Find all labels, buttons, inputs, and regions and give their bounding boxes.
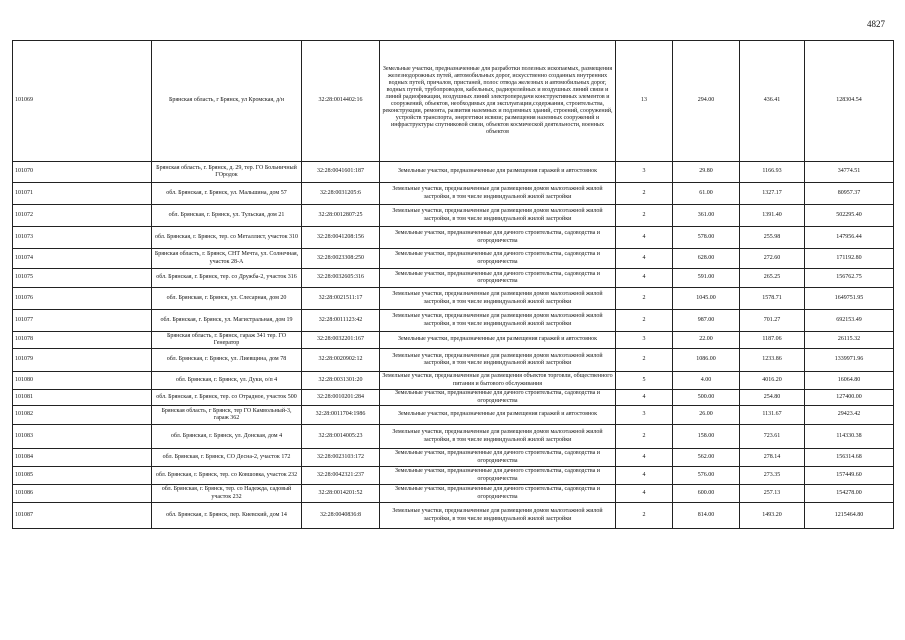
category-cell: 4 [616, 269, 673, 288]
category-cell: 2 [616, 310, 673, 332]
land-use-cell: Земельные участки, предназначенные для размещения объектов торговли, общественного питания и бытового обслуживания [380, 372, 616, 390]
table-row [13, 349, 894, 372]
table-row [13, 485, 894, 503]
land-use-cell: Земельные участки, предназначенные для размещения домов малоэтажной жилой застройки, в том числе индивидуальной жилой застройки [380, 503, 616, 529]
category-cell: 2 [616, 183, 673, 205]
cadastral-value-cell: 147956.44 [805, 227, 894, 249]
table-row [13, 390, 894, 406]
cadastral-value-cell: 1339971.96 [805, 349, 894, 372]
cadastral-number-cell: 32:28:0021511:17 [302, 288, 380, 310]
land-use-cell: Земельные участки, предназначенные для размещения гаражей и автостоянок [380, 406, 616, 425]
land-use-cell: Земельные участки, предназначенные для размещения домов малоэтажной жилой застройки, в том числе индивидуальной жилой застройки [380, 288, 616, 310]
cadastral-value-cell: 692153.49 [805, 310, 894, 332]
table-row [13, 503, 894, 529]
land-use-cell: Земельные участки, предназначенные для дачного строительства, садоводства и огородничества [380, 485, 616, 503]
row-number: 101087 [13, 503, 152, 529]
land-use-cell: Земельные участки, предназначенные для дачного строительства, садоводства и огородничества [380, 390, 616, 406]
cadastral-number-cell: 32:28:0031205:6 [302, 183, 380, 205]
category-cell: 4 [616, 449, 673, 467]
row-number: 101079 [13, 349, 152, 372]
cadastral-value-cell: 171192.80 [805, 249, 894, 269]
area-cell: 500.00 [673, 390, 740, 406]
specific-value-cell: 278.14 [740, 449, 805, 467]
table-row [13, 372, 894, 390]
cadastral-number-cell: 32:28:0014201:52 [302, 485, 380, 503]
category-cell: 3 [616, 406, 673, 425]
cadastral-number-cell: 32:28:0010201:284 [302, 390, 380, 406]
category-cell: 4 [616, 485, 673, 503]
specific-value-cell: 255.98 [740, 227, 805, 249]
address-cell: обл. Брянская, г. Брянск, ул. Лиевщина, дом 78 [152, 349, 302, 372]
row-number: 101070 [13, 162, 152, 183]
table-row [13, 310, 894, 332]
address-cell: обл. Брянская, г. Брянск, тер. со Ковшовка, участок 232 [152, 467, 302, 485]
land-use-cell: Земельные участки, предназначенные для размещения домов малоэтажной жилой застройки, в том числе индивидуальной жилой застройки [380, 310, 616, 332]
specific-value-cell: 1578.71 [740, 288, 805, 310]
cadastral-number-cell: 32:28:0032201:167 [302, 332, 380, 349]
land-use-cell: Земельные участки, предназначенные для дачного строительства, садоводства и огородничества [380, 249, 616, 269]
area-cell: 26.00 [673, 406, 740, 425]
cadastral-value-cell: 1215464.80 [805, 503, 894, 529]
land-use-cell: Земельные участки, предназначенные для дачного строительства, садоводства и огородничества [380, 467, 616, 485]
cadastral-value-cell: 26115.32 [805, 332, 894, 349]
row-number: 101083 [13, 425, 152, 449]
cadastral-number-cell: 32:28:0032605:316 [302, 269, 380, 288]
cadastral-value-cell: 29423.42 [805, 406, 894, 425]
land-use-cell: Земельные участки, предназначенные для дачного строительства, садоводства и огородничества [380, 449, 616, 467]
area-cell: 1086.00 [673, 349, 740, 372]
cadastral-value-cell: 156314.68 [805, 449, 894, 467]
category-cell: 2 [616, 503, 673, 529]
address-cell: обл. Брянская, г. Брянск, ул. Слесарная, дом 20 [152, 288, 302, 310]
row-number: 101080 [13, 372, 152, 390]
row-number: 101084 [13, 449, 152, 467]
specific-value-cell: 1166.93 [740, 162, 805, 183]
category-cell: 3 [616, 332, 673, 349]
table-row [13, 288, 894, 310]
page-number: 4827 [867, 19, 885, 29]
cadastral-number-cell: 32:28:0014005:23 [302, 425, 380, 449]
land-use-cell: Земельные участки, предназначенные для дачного строительства, садоводства и огородничества [380, 227, 616, 249]
category-cell: 4 [616, 249, 673, 269]
category-cell: 4 [616, 390, 673, 406]
address-cell: обл. Брянская, г. Брянск, тер. со Отрадное, участок 500 [152, 390, 302, 406]
specific-value-cell: 1391.40 [740, 205, 805, 227]
address-cell: обл. Брянская, г. Брянск, тер. со Металлист, участок 310 [152, 227, 302, 249]
specific-value-cell: 436.41 [740, 41, 805, 162]
table-row [13, 249, 894, 269]
row-number: 101085 [13, 467, 152, 485]
category-cell: 2 [616, 425, 673, 449]
land-use-cell: Земельные участки, предназначенные для размещения домов малоэтажной жилой застройки, в том числе индивидуальной жилой застройки [380, 183, 616, 205]
cadastral-value-cell: 1649751.95 [805, 288, 894, 310]
row-number: 101072 [13, 205, 152, 227]
table-row [13, 332, 894, 349]
specific-value-cell: 254.80 [740, 390, 805, 406]
cadastral-number-cell: 32:28:0023308:250 [302, 249, 380, 269]
address-cell: обл. Брянская, г. Брянск, СО Десна-2, участок 172 [152, 449, 302, 467]
cadastral-value-cell: 156762.75 [805, 269, 894, 288]
cadastral-value-cell: 128304.54 [805, 41, 894, 162]
specific-value-cell: 1327.17 [740, 183, 805, 205]
row-number: 101077 [13, 310, 152, 332]
category-cell: 13 [616, 41, 673, 162]
cadastral-number-cell: 32:28:0011123:42 [302, 310, 380, 332]
row-number: 101081 [13, 390, 152, 406]
specific-value-cell: 723.61 [740, 425, 805, 449]
specific-value-cell: 4016.20 [740, 372, 805, 390]
cadastral-number-cell: 32:28:0042321:237 [302, 467, 380, 485]
specific-value-cell: 257.13 [740, 485, 805, 503]
address-cell: обл. Брянская, г. Брянск, пер. Киевский, дом 14 [152, 503, 302, 529]
row-number: 101073 [13, 227, 152, 249]
address-cell: Брянская область, г Брянск, тер ГО Камвольный-3, гараж 362 [152, 406, 302, 425]
address-cell: обл. Брянская, г. Брянск, ул. Тульская, дом 21 [152, 205, 302, 227]
cadastral-value-cell: 157449.60 [805, 467, 894, 485]
land-use-cell: Земельные участки, предназначенные для разработки полезных ископаемых, размещения железнодорожных путей, автомобильных дорог, искусственно созданных внутренних водных путей, причалов, пристаней, полос отвода железных и автомобильных дорог, водных путей, трубопроводов, кабельных, радиорелейных и воздушных линий связи и линий радиофикации, воздушных линий электропередачи конструктивных элементов и сооружений, объектов, необходимых для эксплуатации,содержания, строительства, реконструкции, ремонта, развития наземных и подземных зданий, строений, сооружений, устройств транспорта, энергетики исвязи; размещения наземных сооружений и инфраструктуры спутниковой связи, объектов космической деятельности, военных объектов [380, 41, 616, 162]
specific-value-cell: 701.27 [740, 310, 805, 332]
category-cell: 5 [616, 372, 673, 390]
area-cell: 158.00 [673, 425, 740, 449]
specific-value-cell: 273.35 [740, 467, 805, 485]
specific-value-cell: 1187.06 [740, 332, 805, 349]
land-use-cell: Земельные участки, предназначенные для размещения домов малоэтажной жилой застройки, в том числе индивидуальной жилой застройки [380, 425, 616, 449]
address-cell: Брянская область, г. Брянск, СНТ Мечта, ул. Солнечная, участок 28-А [152, 249, 302, 269]
row-number: 101069 [13, 41, 152, 162]
category-cell: 2 [616, 288, 673, 310]
specific-value-cell: 1131.67 [740, 406, 805, 425]
cadastral-value-cell: 154278.00 [805, 485, 894, 503]
category-cell: 4 [616, 227, 673, 249]
area-cell: 576.00 [673, 467, 740, 485]
address-cell: Брянская область, г. Брянск, д. 29, тер. ГО Больничный ГОродок [152, 162, 302, 183]
row-number: 101078 [13, 332, 152, 349]
address-cell: обл. Брянская, г. Брянск, тер. со Дружба-2, участок 316 [152, 269, 302, 288]
area-cell: 628.00 [673, 249, 740, 269]
cadastral-number-cell: 32:28:0041208:156 [302, 227, 380, 249]
area-cell: 600.00 [673, 485, 740, 503]
land-use-cell: Земельные участки, предназначенные для размещения домов малоэтажной жилой застройки, в том числе индивидуальной жилой застройки [380, 349, 616, 372]
land-use-cell: Земельные участки, предназначенные для размещения гаражей и автостоянок [380, 332, 616, 349]
area-cell: 562.00 [673, 449, 740, 467]
address-cell: Брянская область, г Брянск, ул Кромская, д/н [152, 41, 302, 162]
table-row [13, 406, 894, 425]
cadastral-value-table [12, 40, 894, 529]
cadastral-number-cell: 32:28:0023103:172 [302, 449, 380, 467]
address-cell: обл. Брянская, г. Брянск, ул. Магистральная, дом 19 [152, 310, 302, 332]
cadastral-number-cell: 32:28:0040836:8 [302, 503, 380, 529]
area-cell: 61.00 [673, 183, 740, 205]
area-cell: 361.00 [673, 205, 740, 227]
area-cell: 987.00 [673, 310, 740, 332]
category-cell: 4 [616, 467, 673, 485]
row-number: 101074 [13, 249, 152, 269]
area-cell: 591.00 [673, 269, 740, 288]
cadastral-number-cell: 32:28:0014402:16 [302, 41, 380, 162]
cadastral-value-cell: 127400.00 [805, 390, 894, 406]
row-number: 101075 [13, 269, 152, 288]
address-cell: Брянская область, г. Брянск, гараж 341 тер. ГО Генератор [152, 332, 302, 349]
specific-value-cell: 1493.20 [740, 503, 805, 529]
table-row [13, 227, 894, 249]
area-cell: 1045.00 [673, 288, 740, 310]
area-cell: 29.80 [673, 162, 740, 183]
cadastral-number-cell: 32:28:0020902:12 [302, 349, 380, 372]
address-cell: обл. Брянская, г. Брянск, ул. Донская, дом 4 [152, 425, 302, 449]
category-cell: 2 [616, 205, 673, 227]
category-cell: 2 [616, 349, 673, 372]
table-row [13, 425, 894, 449]
row-number: 101071 [13, 183, 152, 205]
table-row [13, 205, 894, 227]
area-cell: 22.00 [673, 332, 740, 349]
table-row [13, 162, 894, 183]
land-use-cell: Земельные участки, предназначенные для размещения гаражей и автостоянок [380, 162, 616, 183]
specific-value-cell: 272.60 [740, 249, 805, 269]
cadastral-number-cell: 32:28:0041601:187 [302, 162, 380, 183]
row-number: 101086 [13, 485, 152, 503]
cadastral-number-cell: 32:28:0012807:25 [302, 205, 380, 227]
land-use-cell: Земельные участки, предназначенные для дачного строительства, садоводства и огородничества [380, 269, 616, 288]
address-cell: обл. Брянская, г. Брянск, ул. Мальшина, дом 57 [152, 183, 302, 205]
table-row [13, 183, 894, 205]
row-number: 101076 [13, 288, 152, 310]
table-body [13, 41, 894, 529]
table-row [13, 269, 894, 288]
area-cell: 578.00 [673, 227, 740, 249]
cadastral-number-cell: 32:28:0011704:1986 [302, 406, 380, 425]
table-row [13, 467, 894, 485]
land-use-cell: Земельные участки, предназначенные для размещения домов малоэтажной жилой застройки, в том числе индивидуальной жилой застройки [380, 205, 616, 227]
category-cell: 3 [616, 162, 673, 183]
cadastral-value-cell: 34774.51 [805, 162, 894, 183]
area-cell: 4.00 [673, 372, 740, 390]
area-cell: 294.00 [673, 41, 740, 162]
address-cell: обл. Брянская, г. Брянск, ул. Дуки, о/п 4 [152, 372, 302, 390]
cadastral-value-cell: 114330.38 [805, 425, 894, 449]
cadastral-number-cell: 32:28:0031301:20 [302, 372, 380, 390]
row-number: 101082 [13, 406, 152, 425]
table-row [13, 41, 894, 162]
specific-value-cell: 265.25 [740, 269, 805, 288]
specific-value-cell: 1233.86 [740, 349, 805, 372]
cadastral-value-cell: 80957.37 [805, 183, 894, 205]
table-row [13, 449, 894, 467]
cadastral-value-cell: 502295.40 [805, 205, 894, 227]
address-cell: обл. Брянская, г. Брянск, тер. со Надежда, садовый участок 232 [152, 485, 302, 503]
cadastral-value-cell: 16064.80 [805, 372, 894, 390]
area-cell: 814.00 [673, 503, 740, 529]
